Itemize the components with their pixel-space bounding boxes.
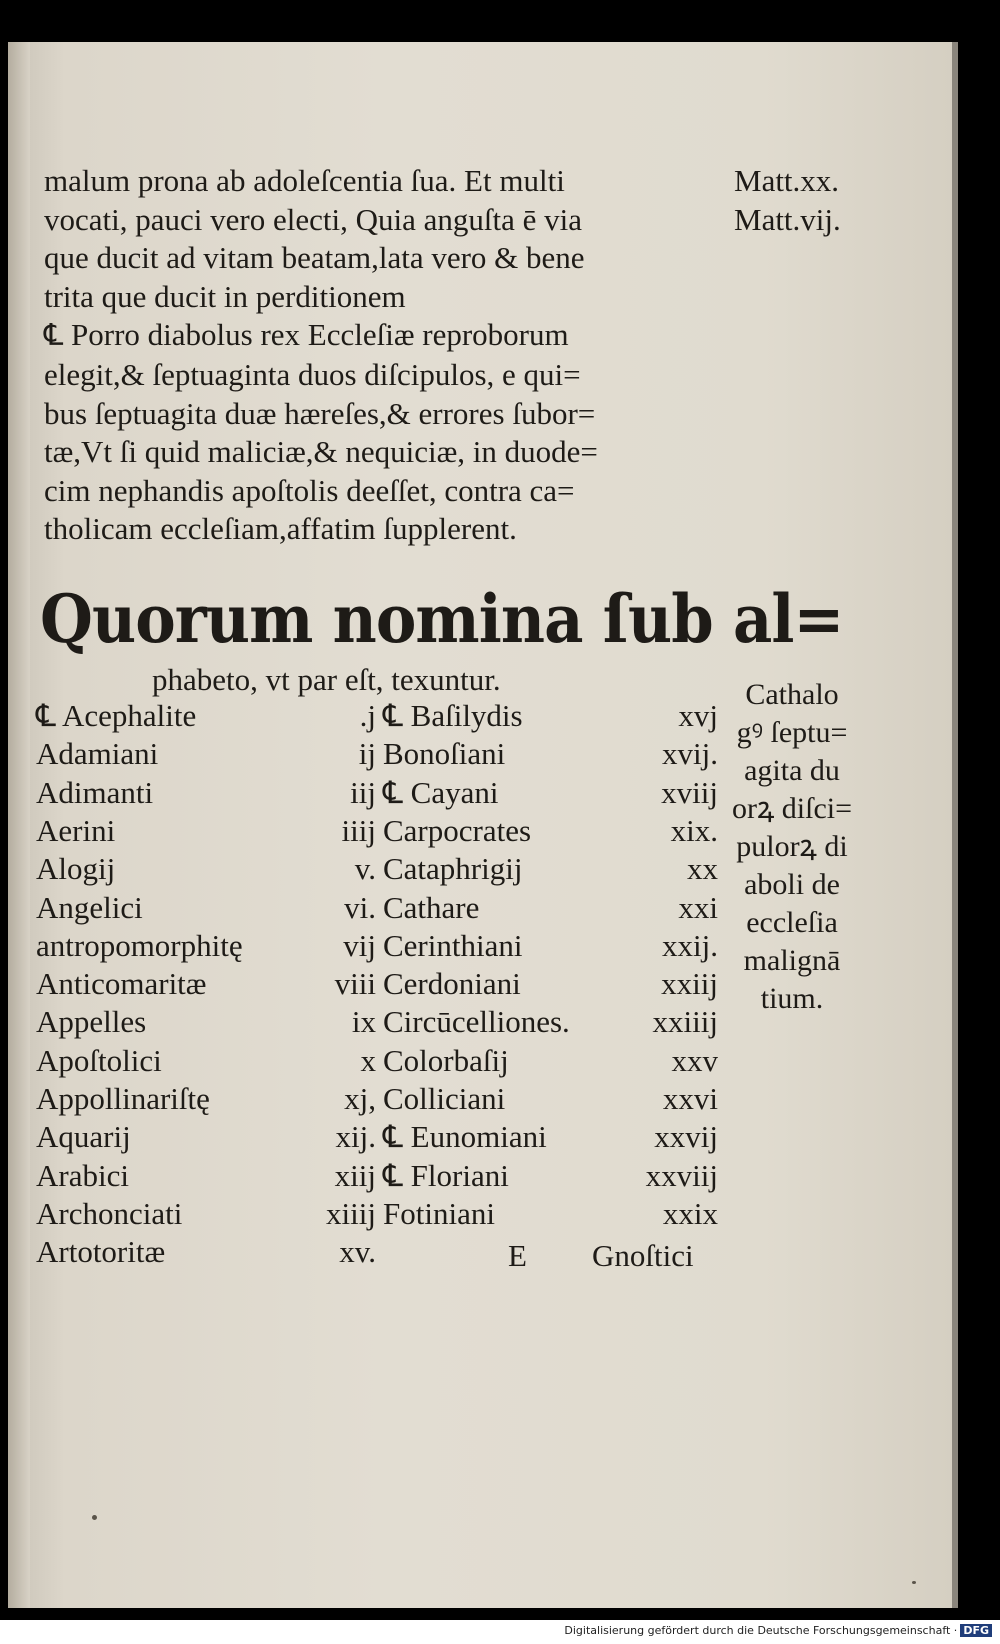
heresy-number xyxy=(339,1234,376,1270)
heresy-number-text: viii xyxy=(334,966,376,1002)
body-line: tæ,Vt ſi quid maliciæ,& nequiciæ, in duode= xyxy=(44,434,598,470)
heresy-name-text: Acephalite xyxy=(61,698,197,733)
catalog-note-line: orꝝ diſci= xyxy=(731,792,853,825)
heresy-number-text: xvj xyxy=(678,698,718,733)
heresy-name xyxy=(36,1158,129,1194)
heresy-name xyxy=(36,813,115,849)
page-gutter xyxy=(8,42,30,1608)
heresy-number xyxy=(672,1043,719,1079)
heresy-name xyxy=(383,1081,505,1117)
heresy-number-text: xxv xyxy=(671,1042,718,1078)
heresy-number xyxy=(361,1043,377,1079)
margin-ref: Matt.xx. xyxy=(734,163,840,198)
footer-text: Digitalisierung gefördert durch die Deutsche Forschungsgemeinschaft · xyxy=(564,1624,958,1637)
heresy-number-text: xxiij xyxy=(661,966,718,1002)
pilcrow-mark: ℄ xyxy=(383,1119,411,1155)
catalog-note-line: agita du xyxy=(744,754,840,787)
heresy-number-text: xiiij xyxy=(326,1195,376,1231)
body-line: cim nephandis apoſtolis deeſſet, contra ca= xyxy=(44,472,575,508)
heresy-name xyxy=(383,928,522,964)
heresy-number xyxy=(352,1004,376,1040)
heresy-name-text: Bonoſiani xyxy=(383,736,506,772)
heresy-name xyxy=(383,1119,547,1155)
heresy-name xyxy=(383,1158,509,1194)
heresy-name xyxy=(36,698,196,734)
heading: Quorum nomina ſub al= xyxy=(40,580,844,658)
pilcrow-mark: ℄ xyxy=(383,1157,411,1193)
heresy-name xyxy=(383,1043,509,1079)
heresy-number-text: xiij xyxy=(334,1157,376,1193)
pilcrow-mark: ℄ xyxy=(44,319,64,353)
heresy-number xyxy=(646,1158,718,1194)
heresy-number-text: x xyxy=(360,1042,376,1078)
heresy-name xyxy=(36,1196,182,1232)
heresy-name xyxy=(383,813,531,849)
margin-references xyxy=(734,162,841,239)
body-line: vocati, pauci vero electi, Quia anguſta ē via xyxy=(44,201,582,237)
heresy-number xyxy=(350,775,376,811)
heresy-number xyxy=(653,1004,718,1040)
heresy-number-text: xviij xyxy=(661,774,718,810)
heresy-number-text: xij. xyxy=(335,1119,376,1155)
heresy-name xyxy=(383,736,505,772)
heresy-name xyxy=(36,736,158,772)
heresy-number-text: vij xyxy=(343,927,376,963)
heresy-number-text: xxix xyxy=(662,1195,718,1231)
heresy-number xyxy=(335,1158,376,1194)
heresy-number xyxy=(336,1119,376,1155)
heresy-number-text: .j xyxy=(359,698,376,733)
heresy-name xyxy=(36,890,143,926)
heresy-name-text: Cerdoniani xyxy=(383,966,521,1002)
heresy-name xyxy=(36,851,115,887)
heresy-name-text: Aerini xyxy=(36,812,116,848)
heresy-number-text: ix xyxy=(351,1004,376,1040)
heresy-number xyxy=(359,736,376,772)
heresy-number xyxy=(355,851,376,887)
heresy-name xyxy=(383,890,479,926)
heresy-name xyxy=(36,1043,162,1079)
heresy-number xyxy=(342,813,376,849)
heresy-number-text: vi. xyxy=(344,889,376,925)
heresy-name-text: Arabici xyxy=(36,1157,129,1193)
heresy-name xyxy=(36,928,243,964)
heresy-name xyxy=(383,1196,495,1232)
heresy-number-text: xxvij xyxy=(654,1119,718,1155)
heresy-number xyxy=(661,966,718,1002)
heresy-number-text: ij xyxy=(358,736,376,772)
heresy-number-text: xx xyxy=(687,851,718,887)
heresy-name-text: Archonciati xyxy=(36,1195,183,1231)
heresy-name-text: Alogij xyxy=(36,851,116,887)
heresy-name xyxy=(383,966,521,1002)
heresy-name xyxy=(36,1004,146,1040)
body-line: malum prona ab adoleſcentia ſua. Et multi xyxy=(44,163,565,198)
heresy-name-text: Carpocrates xyxy=(383,812,532,848)
heresy-number-text: iiij xyxy=(341,812,376,848)
heresy-name-text: Aquarij xyxy=(36,1119,131,1155)
heresy-number-text: iij xyxy=(350,774,376,810)
catalog-note-line: malignā xyxy=(743,944,841,977)
heresy-name-text: antropomorphitę xyxy=(36,927,243,963)
body-line: bus ſeptuagita duæ hæreſes,& errores ſubor= xyxy=(44,395,596,431)
heresy-name xyxy=(383,1004,570,1040)
body-paragraph xyxy=(44,162,724,549)
heresy-name xyxy=(383,775,498,811)
heresy-name-text: Appollinariſtę xyxy=(36,1081,210,1116)
heresy-name-text: Colliciani xyxy=(383,1081,506,1116)
body-line-text: Porro diabolus rex Eccleſiæ reproborum xyxy=(71,317,569,353)
heresy-name xyxy=(36,966,206,1002)
heresy-name-text: Anticomaritæ xyxy=(36,966,207,1002)
heresy-name-text: Apoſtolici xyxy=(36,1042,162,1078)
paper-speck xyxy=(92,1515,97,1520)
heresy-name xyxy=(36,775,153,811)
page-edge xyxy=(952,42,958,1608)
pilcrow-mark: ℄ xyxy=(383,698,411,733)
heresy-number xyxy=(661,775,718,811)
catalog-note-line: gꝰ ſeptu= xyxy=(736,716,848,749)
heresy-name-text: Cataphrigij xyxy=(383,851,523,887)
heresy-name-text: Appelles xyxy=(36,1004,147,1040)
heresy-number xyxy=(344,1081,376,1117)
heresy-name-text: Angelici xyxy=(36,889,143,925)
heresy-name xyxy=(36,1119,131,1155)
heresy-name-text: Floriani xyxy=(410,1157,509,1193)
heresy-number xyxy=(678,698,718,734)
heresy-name xyxy=(36,1081,210,1117)
heresy-name-text: Artotoritæ xyxy=(36,1234,166,1270)
body-line: elegit,& ſeptuaginta duos diſcipulos, e qui= xyxy=(44,356,581,392)
heresy-number xyxy=(344,890,376,926)
heresy-name-text: Colorbaſij xyxy=(383,1042,509,1078)
subheading: phabeto, vt par eſt, texuntur. xyxy=(152,662,501,697)
heresy-number xyxy=(662,928,718,964)
paper-speck xyxy=(912,1581,916,1584)
dfg-logo: DFG xyxy=(960,1624,992,1637)
heresy-name-text: Adamiani xyxy=(36,736,159,772)
heresy-number-text: v. xyxy=(354,851,376,887)
heresy-number-text: xv. xyxy=(339,1234,376,1270)
heresy-number-text: xix. xyxy=(670,812,718,848)
heresy-number xyxy=(654,1119,718,1155)
heresy-name xyxy=(36,1234,165,1270)
heresy-number-text: xvij. xyxy=(662,736,718,772)
heresy-number xyxy=(663,1196,718,1232)
heresy-number-text: xxviij xyxy=(645,1157,718,1193)
heresy-number xyxy=(663,1081,718,1117)
catalog-note-line: pulorꝝ di xyxy=(736,830,848,863)
catchword: Gnoſtici xyxy=(592,1238,694,1273)
heresy-number xyxy=(335,966,376,1002)
heresy-number xyxy=(326,1196,376,1232)
heresy-number-text: xxi xyxy=(678,889,718,925)
catalog-note-line: Cathalo xyxy=(745,678,839,711)
margin-ref: Matt.vij. xyxy=(734,201,841,237)
heresy-name-text: Baſilydis xyxy=(410,698,523,733)
heresy-number-text: xxiiij xyxy=(652,1004,718,1040)
catalog-note-line: aboli de xyxy=(744,868,840,901)
signature-mark: E xyxy=(508,1238,527,1273)
heresy-name-text: Circūcelliones. xyxy=(383,1004,570,1040)
catalog-note-line: eccleſia xyxy=(746,906,838,939)
heresy-number xyxy=(671,813,718,849)
heresy-name-text: Cathare xyxy=(383,889,480,925)
heresy-number-text: xxvi xyxy=(662,1081,718,1116)
digitization-footer xyxy=(564,1624,992,1637)
heresy-name-text: Eunomiani xyxy=(410,1119,547,1155)
body-line: tholicam eccleſiam,affatim ſupplerent. xyxy=(44,511,517,547)
body-line: que ducit ad vitam beatam,lata vero & bene xyxy=(44,240,585,276)
heresy-number xyxy=(678,890,718,926)
heresy-number xyxy=(343,928,376,964)
heresy-number xyxy=(360,698,376,734)
heresy-number-text: xj, xyxy=(344,1081,376,1116)
heresy-name-text: Fotiniani xyxy=(383,1195,495,1231)
heresy-number-text: xxij. xyxy=(662,927,718,963)
heresy-name-text: Cerinthiani xyxy=(383,927,523,963)
catalog-note-line: tium. xyxy=(760,982,824,1015)
pilcrow-mark: ℄ xyxy=(383,774,411,810)
heresy-name-text: Cayani xyxy=(410,774,499,810)
catalog-margin-note xyxy=(722,676,862,1018)
heresy-name-text: Adimanti xyxy=(36,774,154,810)
heresy-number xyxy=(662,736,718,772)
body-line xyxy=(44,316,724,356)
heresy-number xyxy=(687,851,718,887)
heresy-name xyxy=(383,698,523,734)
pilcrow-mark: ℄ xyxy=(36,698,62,733)
body-line: trita que ducit in perditionem xyxy=(44,278,406,314)
heresy-name xyxy=(383,851,522,887)
